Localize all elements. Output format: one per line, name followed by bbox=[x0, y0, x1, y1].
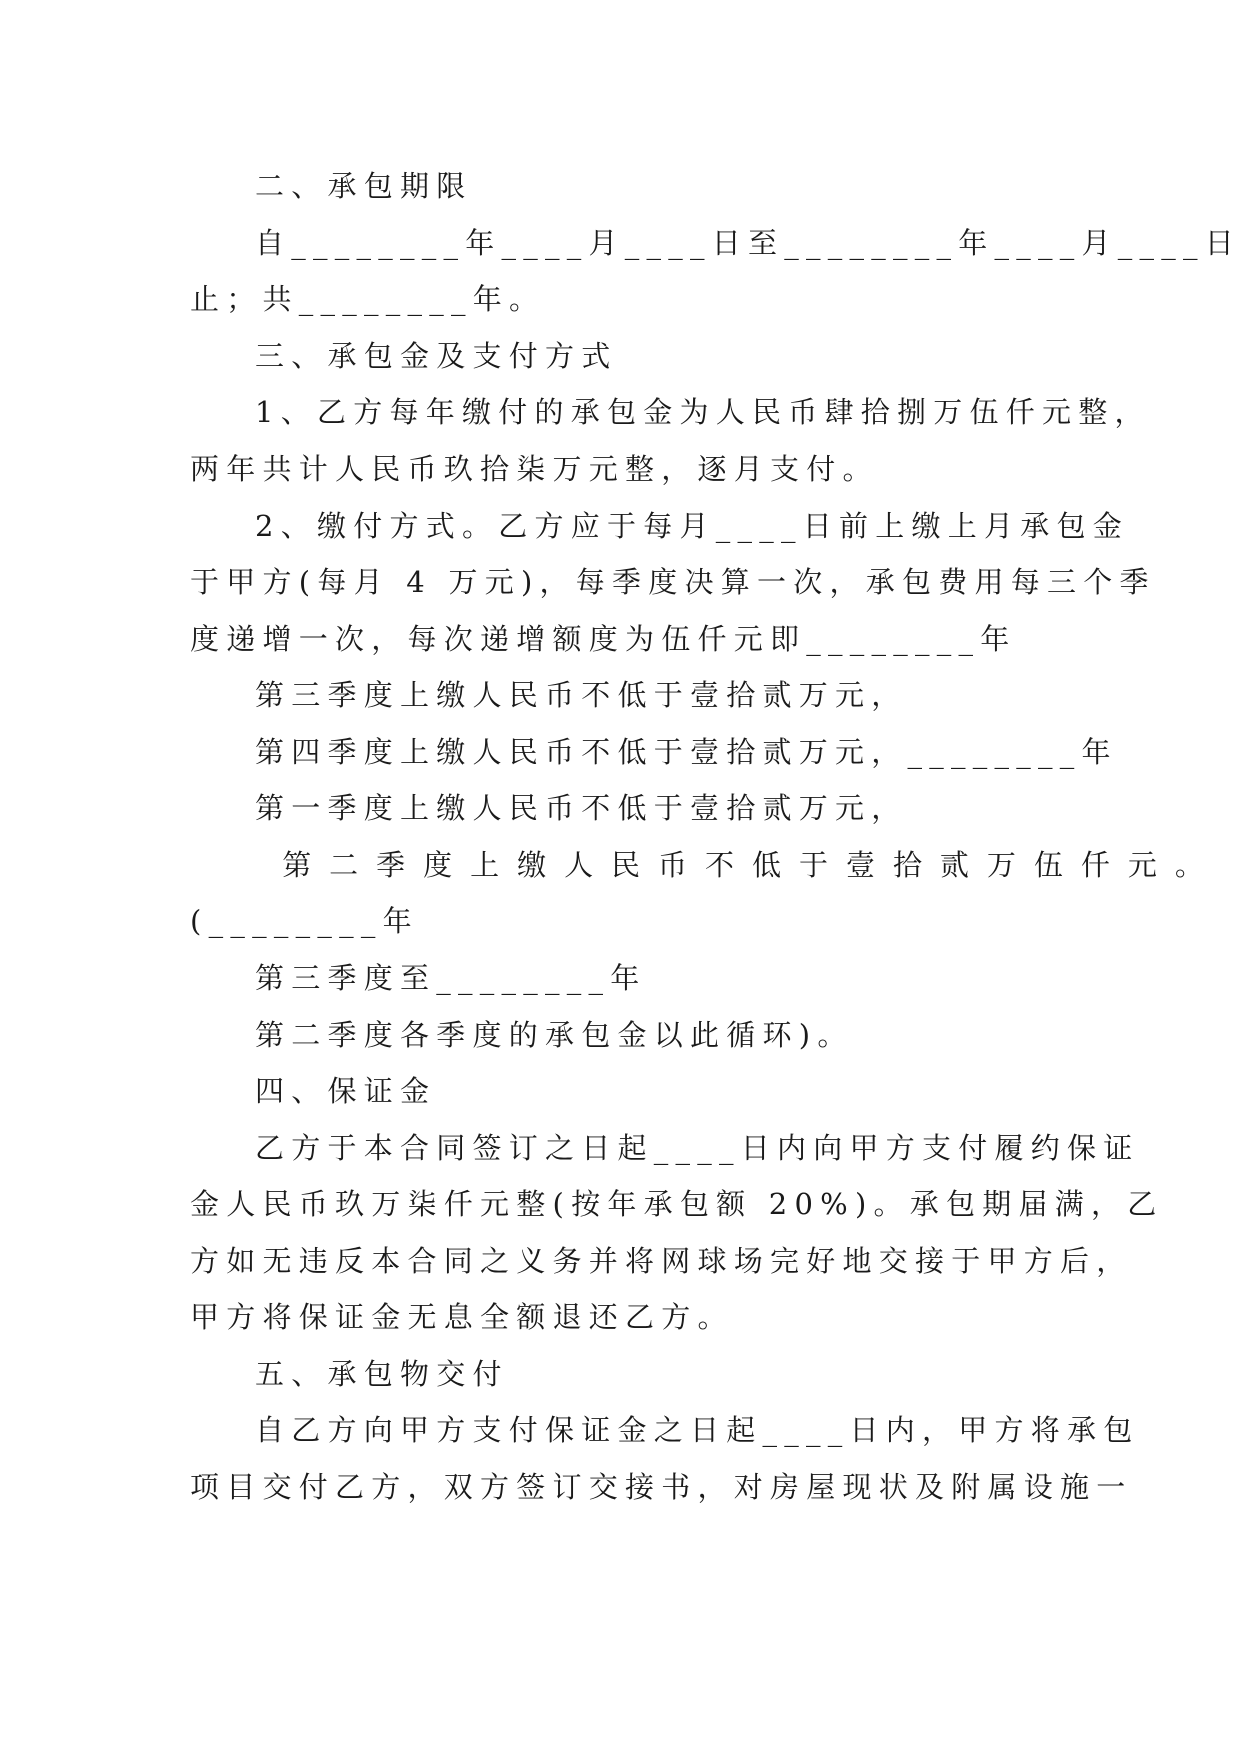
paragraph-line: 第二季度各季度的承包金以此循环)。 bbox=[255, 1018, 854, 1052]
section-heading-term: 二、承包期限 bbox=[255, 169, 473, 203]
paragraph-line: 甲方将保证金无息全额退还乙方。 bbox=[190, 1300, 734, 1334]
section-heading-payment: 三、承包金及支付方式 bbox=[255, 339, 618, 373]
paragraph-line: 第一季度上缴人民币不低于壹拾贰万元， bbox=[255, 791, 908, 825]
paragraph-line: 乙方于本合同签订之日起____日内向甲方支付履约保证 bbox=[255, 1131, 1140, 1165]
paragraph-line: 度递增一次，每次递增额度为伍仟元即________年 bbox=[190, 622, 1017, 656]
section-heading-deposit: 四、保证金 bbox=[255, 1074, 437, 1108]
paragraph-line: 自________年____月____日至________年____月____日 bbox=[255, 226, 1241, 260]
paragraph-line: 第四季度上缴人民币不低于壹拾贰万元，________年 bbox=[255, 735, 1118, 769]
paragraph-line: 金人民币玖万柒仟元整(按年承包额 20%)。承包期届满，乙 bbox=[190, 1187, 1164, 1221]
paragraph-line: 两年共计人民币玖拾柒万元整，逐月支付。 bbox=[190, 452, 879, 486]
section-heading-delivery: 五、承包物交付 bbox=[255, 1357, 509, 1391]
paragraph-line: (________年 bbox=[190, 904, 419, 938]
paragraph-line: 方如无违反本合同之义务并将网球场完好地交接于甲方后， bbox=[190, 1244, 1133, 1278]
paragraph-line: 自乙方向甲方支付保证金之日起____日内，甲方将承包 bbox=[255, 1413, 1140, 1447]
paragraph-line: 第三季度至________年 bbox=[255, 961, 647, 995]
paragraph-line: 于甲方(每月 4 万元)，每季度决算一次，承包费用每三个季 bbox=[190, 565, 1156, 599]
paragraph-line: 2、缴付方式。乙方应于每月____日前上缴上月承包金 bbox=[255, 509, 1129, 543]
paragraph-line: 止；共________年。 bbox=[190, 282, 546, 316]
paragraph-line: 第三季度上缴人民币不低于壹拾贰万元， bbox=[255, 678, 908, 712]
paragraph-line: 第二季度上缴人民币不低于壹拾贰万伍仟元。 bbox=[255, 848, 1222, 882]
paragraph-line: 项目交付乙方，双方签订交接书，对房屋现状及附属设施一 bbox=[190, 1470, 1133, 1504]
paragraph-line: 1、乙方每年缴付的承包金为人民币肆拾捌万伍仟元整， bbox=[255, 395, 1151, 429]
